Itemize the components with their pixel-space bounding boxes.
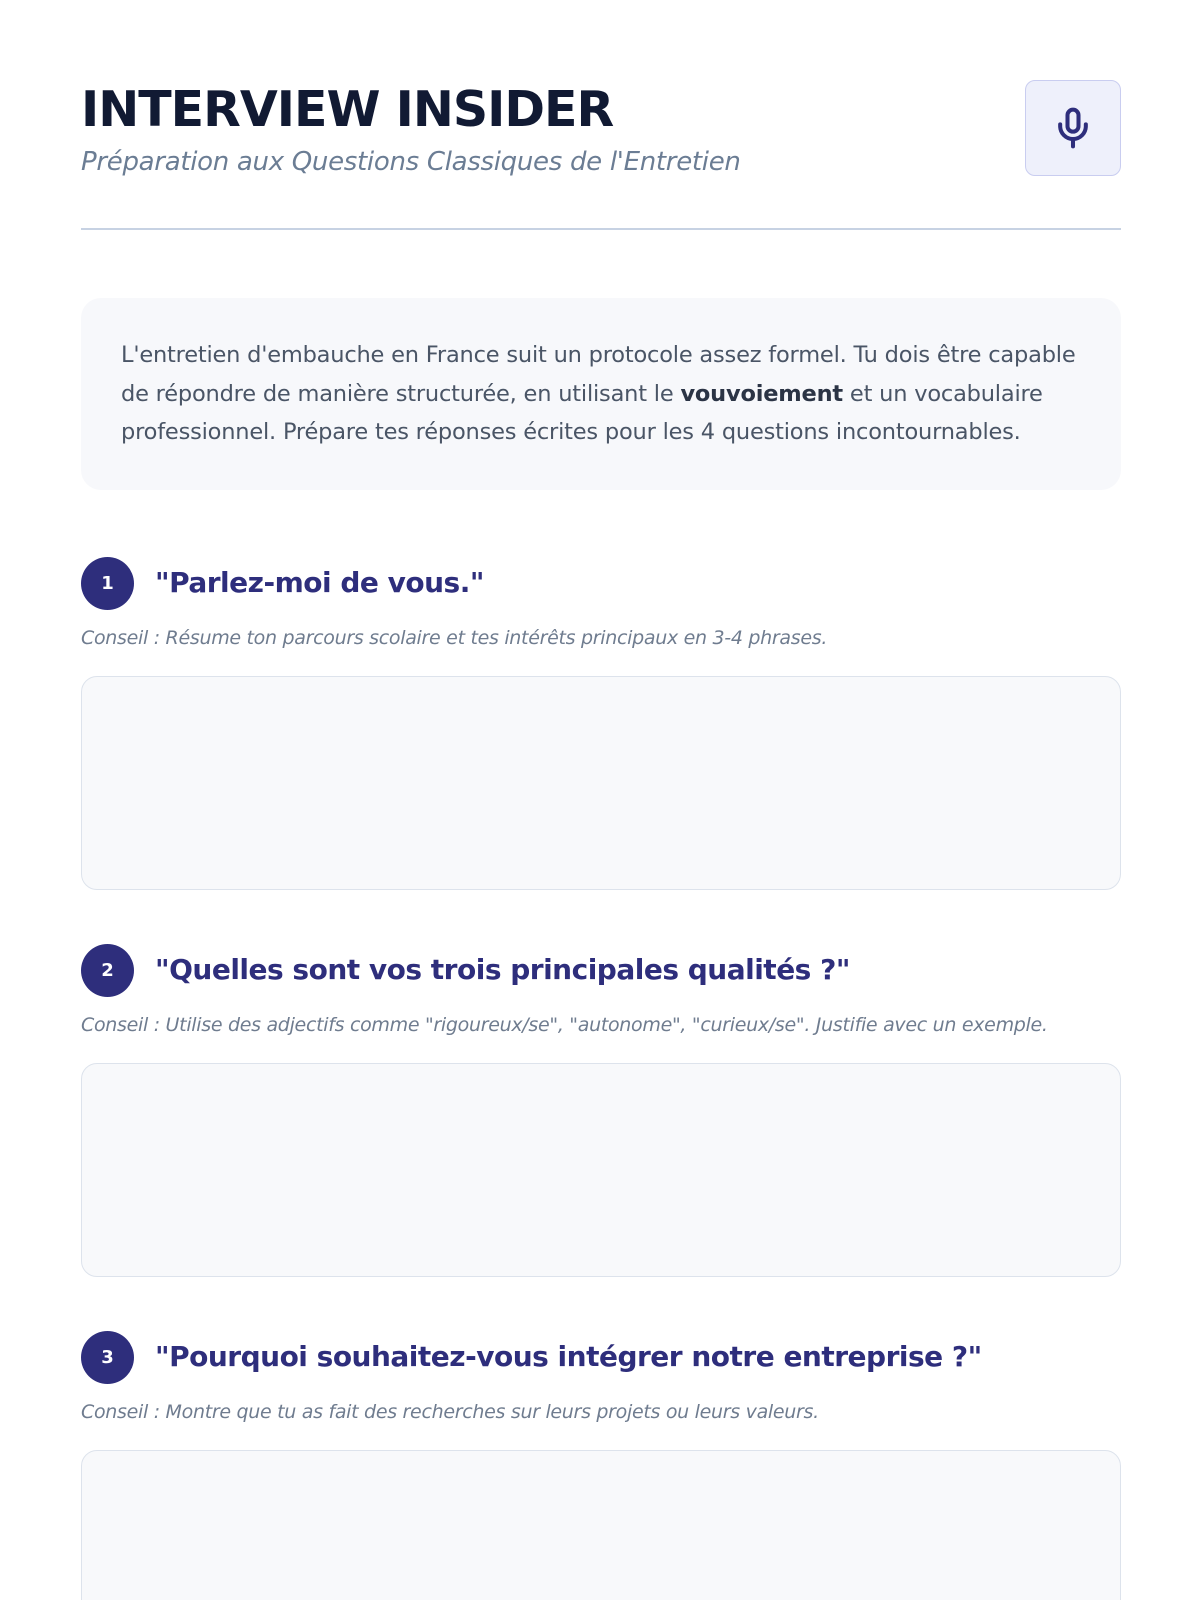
question-number-badge: 2 (81, 944, 134, 997)
question-title: "Quelles sont vos trois principales qualités ?" (155, 953, 850, 986)
question-header (81, 557, 1121, 611)
question-block-2 (81, 944, 1121, 1036)
question-title: "Pourquoi souhaitez-vous intégrer notre entreprise ?" (155, 1340, 982, 1373)
page-header (81, 80, 1121, 230)
answer-textarea-1[interactable] (81, 676, 1121, 890)
answer-textarea-2[interactable] (81, 1063, 1121, 1277)
intro-bold-term: vouvoiement (680, 380, 843, 407)
intro-panel (81, 298, 1121, 490)
answer-textarea-3[interactable] (81, 1450, 1121, 1600)
app-title: INTERVIEW INSIDER (81, 81, 614, 138)
question-header (81, 1331, 1121, 1385)
question-number-badge: 3 (81, 1331, 134, 1384)
question-block-1 (81, 557, 1121, 649)
question-tip: Conseil : Résume ton parcours scolaire et tes intérêts principaux en 3-4 phrases. (81, 627, 828, 649)
question-title: "Parlez-moi de vous." (155, 566, 484, 599)
question-number-badge: 1 (81, 557, 134, 610)
question-header (81, 944, 1121, 998)
question-tip: Conseil : Utilise des adjectifs comme "rigoureux/se", "autonome", "curieux/se". Justifie avec un exemple. (81, 1014, 1048, 1036)
microphone-button[interactable] (1025, 80, 1121, 176)
app-subtitle: Préparation aux Questions Classiques de l'Entretien (81, 147, 741, 177)
question-block-3 (81, 1331, 1121, 1423)
intro-text-start: L'entretien d'embauche en France suit un protocole assez formel. Tu dois être capable de répondre de manière structurée, en utilisant le (121, 342, 1076, 407)
microphone-icon (1051, 106, 1095, 150)
question-tip: Conseil : Montre que tu as fait des recherches sur leurs projets ou leurs valeurs. (81, 1401, 819, 1423)
intro-text-end: et un vocabulaire professionnel. Prépare tes réponses écrites pour les 4 questions incontournables. (121, 380, 1043, 445)
